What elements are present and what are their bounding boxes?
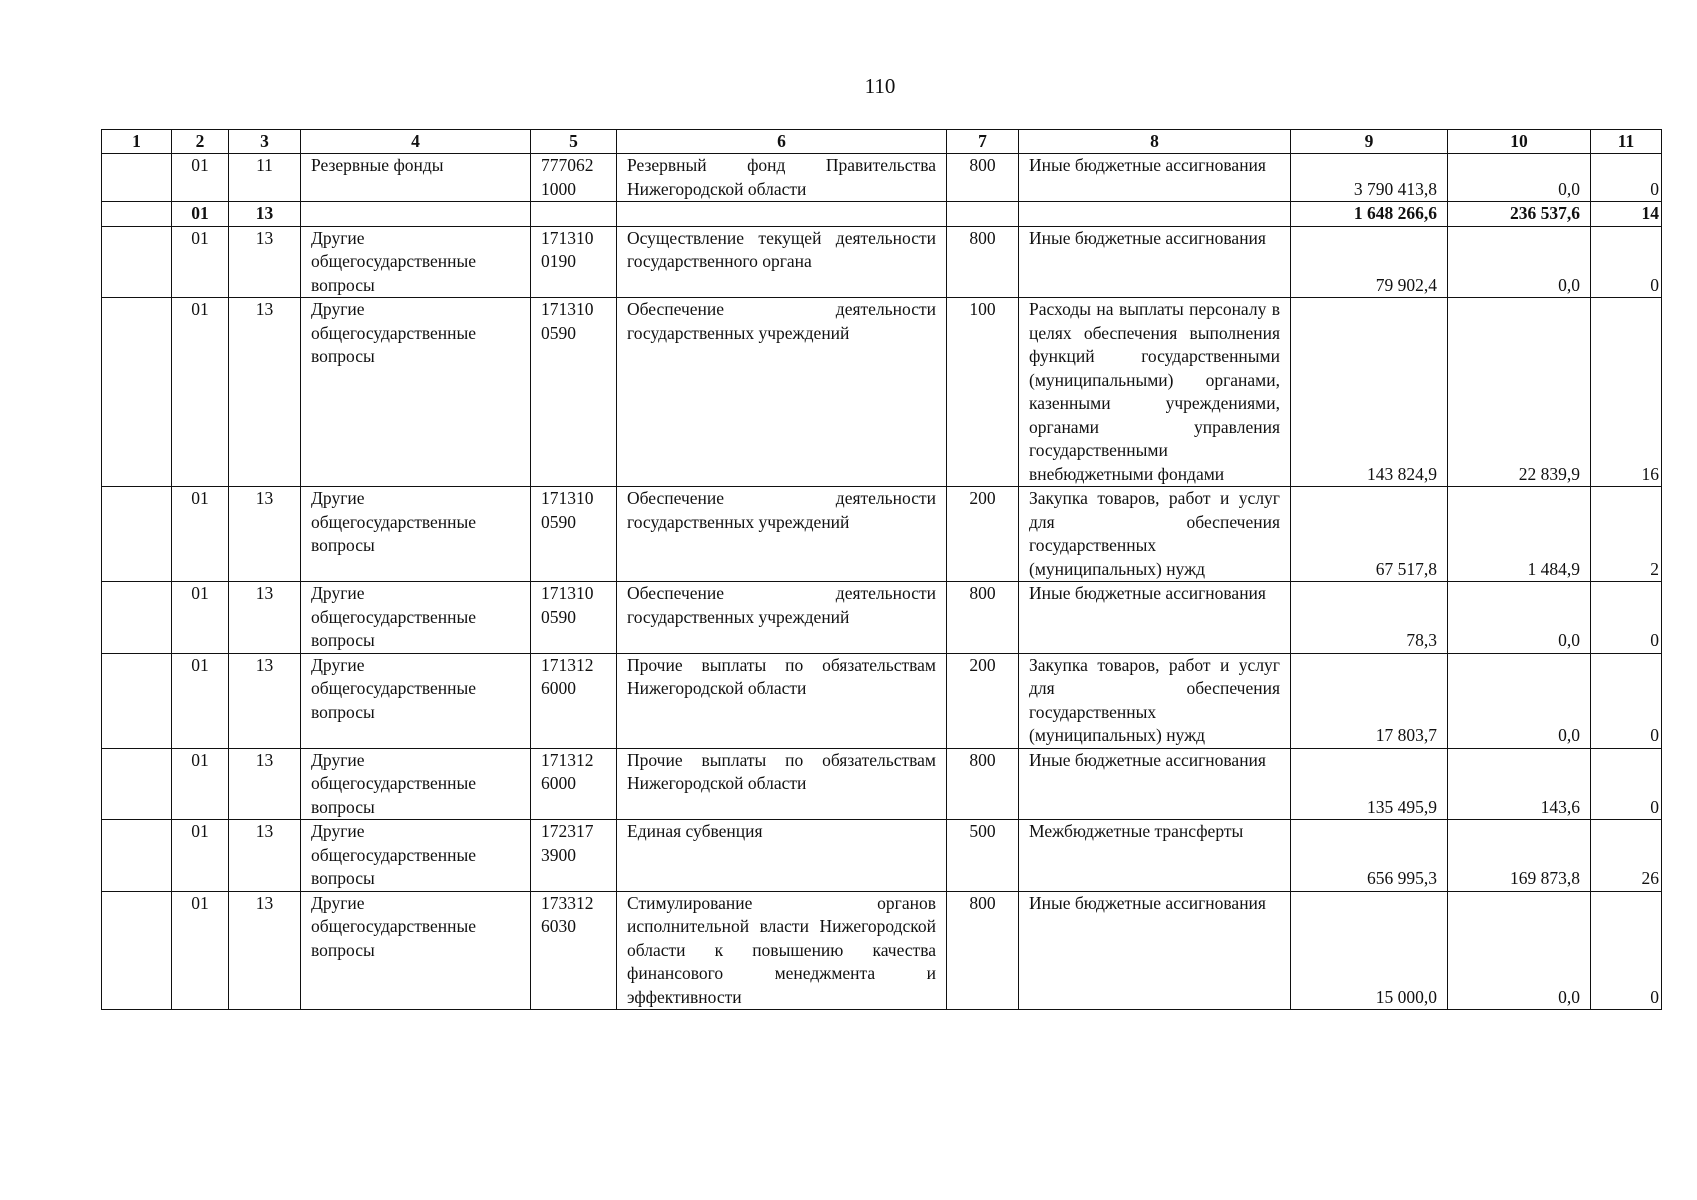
- table-row: [102, 820, 1662, 892]
- cell-col-11: 0: [1591, 154, 1662, 202]
- cell-subsection-name: Резервные фонды: [301, 154, 531, 202]
- cell-col-11: 0: [1591, 653, 1662, 748]
- table-body: [102, 154, 1662, 1010]
- cell-amount-2: 0,0: [1448, 582, 1591, 654]
- cell-amount-2: 169 873,8: [1448, 820, 1591, 892]
- cell-col-1: [102, 653, 172, 748]
- cell-expense-name: Иные бюджетные ассигнования: [1019, 226, 1291, 298]
- table-row: [102, 226, 1662, 298]
- cell-expense-name: Расходы на выплаты персоналу в целях обеспечения выполнения функций государственными (муниципальными) органами, казенными учреждениями, органами управления государственными внебюджетными фондами: [1019, 298, 1291, 487]
- cell-section: 01: [172, 582, 229, 654]
- cell-expense-name: Иные бюджетные ассигнования: [1019, 748, 1291, 820]
- cell-subsection: 13: [229, 298, 301, 487]
- page-number: 110: [864, 74, 896, 98]
- cell-col-11: 0: [1591, 582, 1662, 654]
- cell-target-code: 171310 0190: [531, 226, 617, 298]
- cell-amount-2: 0,0: [1448, 653, 1591, 748]
- cell-expense-name: Иные бюджетные ассигнования: [1019, 891, 1291, 1010]
- cell-target-name: Осуществление текущей деятельности государственного органа: [617, 226, 947, 298]
- cell-subsection-name: Другие общегосударственные вопросы: [301, 298, 531, 487]
- table-row: [102, 748, 1662, 820]
- table-header-row: [102, 130, 1662, 154]
- cell-col-1: [102, 748, 172, 820]
- cell-col-1: [102, 154, 172, 202]
- cell-amount-2: 22 839,9: [1448, 298, 1591, 487]
- cell-section: 01: [172, 653, 229, 748]
- cell-section: 01: [172, 748, 229, 820]
- cell-amount: 79 902,4: [1291, 226, 1448, 298]
- cell-amount-2: 1 484,9: [1448, 487, 1591, 582]
- cell-col-11: 2: [1591, 487, 1662, 582]
- cell-expense-name: [1019, 202, 1291, 227]
- table-row: [102, 154, 1662, 202]
- cell-col-11: 0: [1591, 226, 1662, 298]
- cell-amount-2: 0,0: [1448, 226, 1591, 298]
- table-row: [102, 487, 1662, 582]
- cell-subsection: 13: [229, 748, 301, 820]
- cell-target-name: Обеспечение деятельности государственных учреждений: [617, 298, 947, 487]
- cell-section: 01: [172, 487, 229, 582]
- cell-amount-2: 143,6: [1448, 748, 1591, 820]
- cell-subsection-name: Другие общегосударственные вопросы: [301, 487, 531, 582]
- cell-col-1: [102, 891, 172, 1010]
- cell-col-11: 0: [1591, 748, 1662, 820]
- cell-subsection: 13: [229, 820, 301, 892]
- cell-target-name: Резервный фонд Правительства Нижегородской области: [617, 154, 947, 202]
- column-header: 9: [1291, 130, 1448, 154]
- cell-target-name: Единая субвенция: [617, 820, 947, 892]
- cell-subsection-name: Другие общегосударственные вопросы: [301, 582, 531, 654]
- cell-col-1: [102, 202, 172, 227]
- cell-target-code: 171310 0590: [531, 298, 617, 487]
- cell-expense-code: 200: [947, 487, 1019, 582]
- cell-section: 01: [172, 298, 229, 487]
- table-row: [102, 891, 1662, 1010]
- column-header: 5: [531, 130, 617, 154]
- cell-expense-code: 800: [947, 154, 1019, 202]
- cell-subsection: 13: [229, 487, 301, 582]
- cell-amount: 656 995,3: [1291, 820, 1448, 892]
- cell-section: 01: [172, 820, 229, 892]
- cell-amount: 15 000,0: [1291, 891, 1448, 1010]
- cell-section: 01: [172, 891, 229, 1010]
- cell-subsection: 13: [229, 202, 301, 227]
- cell-expense-code: 500: [947, 820, 1019, 892]
- column-header: 8: [1019, 130, 1291, 154]
- cell-expense-code: 800: [947, 748, 1019, 820]
- cell-subsection: 13: [229, 653, 301, 748]
- cell-col-1: [102, 820, 172, 892]
- column-header: 11: [1591, 130, 1662, 154]
- column-header: 7: [947, 130, 1019, 154]
- cell-subsection-name: Другие общегосударственные вопросы: [301, 820, 531, 892]
- table-row: [102, 653, 1662, 748]
- cell-col-11: 14: [1591, 202, 1662, 227]
- cell-expense-code: [947, 202, 1019, 227]
- cell-col-1: [102, 226, 172, 298]
- cell-amount-2: 236 537,6: [1448, 202, 1591, 227]
- cell-col-11: 16: [1591, 298, 1662, 487]
- column-header: 6: [617, 130, 947, 154]
- cell-subsection-name: Другие общегосударственные вопросы: [301, 891, 531, 1010]
- cell-expense-code: 800: [947, 891, 1019, 1010]
- cell-target-name: Прочие выплаты по обязательствам Нижегородской области: [617, 653, 947, 748]
- table-row: [102, 298, 1662, 487]
- cell-subsection-name: Другие общегосударственные вопросы: [301, 226, 531, 298]
- cell-expense-name: Межбюджетные трансферты: [1019, 820, 1291, 892]
- cell-expense-name: Иные бюджетные ассигнования: [1019, 154, 1291, 202]
- cell-expense-code: 800: [947, 582, 1019, 654]
- cell-subsection-name: [301, 202, 531, 227]
- cell-amount: 1 648 266,6: [1291, 202, 1448, 227]
- cell-subsection-name: Другие общегосударственные вопросы: [301, 748, 531, 820]
- cell-amount-2: 0,0: [1448, 154, 1591, 202]
- cell-col-11: 0: [1591, 891, 1662, 1010]
- cell-target-name: Обеспечение деятельности государственных учреждений: [617, 582, 947, 654]
- cell-target-name: Стимулирование органов исполнительной власти Нижегородской области к повышению качества финансового менеджмента и эффективности: [617, 891, 947, 1010]
- cell-expense-code: 800: [947, 226, 1019, 298]
- cell-expense-code: 100: [947, 298, 1019, 487]
- cell-expense-name: Закупка товаров, работ и услуг для обеспечения государственных (муниципальных) нужд: [1019, 487, 1291, 582]
- cell-subsection: 13: [229, 582, 301, 654]
- cell-amount: 17 803,7: [1291, 653, 1448, 748]
- cell-subsection: 13: [229, 891, 301, 1010]
- cell-target-code: 171310 0590: [531, 582, 617, 654]
- cell-target-code: 171310 0590: [531, 487, 617, 582]
- column-header: 2: [172, 130, 229, 154]
- cell-target-name: [617, 202, 947, 227]
- cell-target-name: Обеспечение деятельности государственных учреждений: [617, 487, 947, 582]
- cell-expense-name: Закупка товаров, работ и услуг для обеспечения государственных (муниципальных) нужд: [1019, 653, 1291, 748]
- column-header: 1: [102, 130, 172, 154]
- cell-target-code: 173312 6030: [531, 891, 617, 1010]
- cell-section: 01: [172, 226, 229, 298]
- cell-target-code: 171312 6000: [531, 653, 617, 748]
- budget-table: [101, 129, 1662, 1010]
- cell-target-code: 777062 1000: [531, 154, 617, 202]
- cell-subsection: 13: [229, 226, 301, 298]
- cell-col-1: [102, 487, 172, 582]
- cell-target-code: [531, 202, 617, 227]
- cell-col-1: [102, 298, 172, 487]
- cell-col-1: [102, 582, 172, 654]
- cell-expense-code: 200: [947, 653, 1019, 748]
- cell-amount: 67 517,8: [1291, 487, 1448, 582]
- cell-amount: 143 824,9: [1291, 298, 1448, 487]
- table-total-row: [102, 202, 1662, 227]
- cell-expense-name: Иные бюджетные ассигнования: [1019, 582, 1291, 654]
- table-row: [102, 582, 1662, 654]
- cell-amount: 135 495,9: [1291, 748, 1448, 820]
- column-header: 10: [1448, 130, 1591, 154]
- cell-target-code: 171312 6000: [531, 748, 617, 820]
- cell-subsection-name: Другие общегосударственные вопросы: [301, 653, 531, 748]
- cell-amount: 3 790 413,8: [1291, 154, 1448, 202]
- cell-amount-2: 0,0: [1448, 891, 1591, 1010]
- cell-subsection: 11: [229, 154, 301, 202]
- cell-col-11: 26: [1591, 820, 1662, 892]
- cell-section: 01: [172, 202, 229, 227]
- cell-amount: 78,3: [1291, 582, 1448, 654]
- column-header: 3: [229, 130, 301, 154]
- cell-section: 01: [172, 154, 229, 202]
- cell-target-code: 172317 3900: [531, 820, 617, 892]
- column-header: 4: [301, 130, 531, 154]
- cell-target-name: Прочие выплаты по обязательствам Нижегородской области: [617, 748, 947, 820]
